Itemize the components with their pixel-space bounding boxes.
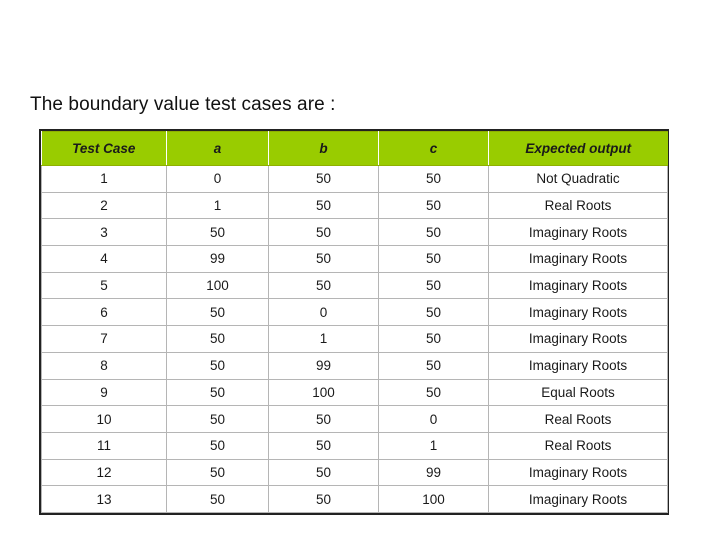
cell-test-case: 6 bbox=[42, 299, 167, 326]
cell-expected-output: Imaginary Roots bbox=[489, 246, 668, 273]
header-expected-output: Expected output bbox=[489, 132, 668, 166]
cell-a: 50 bbox=[167, 432, 269, 459]
cell-test-case: 3 bbox=[42, 219, 167, 246]
table-row bbox=[42, 192, 668, 219]
cell-expected-output: Not Quadratic bbox=[489, 166, 668, 193]
cell-a: 50 bbox=[167, 352, 269, 379]
table-body bbox=[42, 166, 668, 513]
cell-b: 50 bbox=[269, 166, 379, 193]
table-row bbox=[42, 219, 668, 246]
table-row bbox=[42, 432, 668, 459]
header-a: a bbox=[167, 132, 269, 166]
cell-b: 50 bbox=[269, 272, 379, 299]
cell-expected-output: Real Roots bbox=[489, 406, 668, 433]
table-row bbox=[42, 326, 668, 353]
cell-a: 1 bbox=[167, 192, 269, 219]
cell-b: 50 bbox=[269, 432, 379, 459]
cell-expected-output: Real Roots bbox=[489, 432, 668, 459]
cell-expected-output: Imaginary Roots bbox=[489, 219, 668, 246]
cell-c: 99 bbox=[379, 459, 489, 486]
table-row bbox=[42, 272, 668, 299]
cell-b: 50 bbox=[269, 219, 379, 246]
cell-expected-output: Real Roots bbox=[489, 192, 668, 219]
header-test-case: Test Case bbox=[42, 132, 167, 166]
cell-b: 50 bbox=[269, 192, 379, 219]
cell-a: 50 bbox=[167, 219, 269, 246]
cell-a: 99 bbox=[167, 246, 269, 273]
cell-test-case: 5 bbox=[42, 272, 167, 299]
cell-c: 1 bbox=[379, 432, 489, 459]
cell-c: 50 bbox=[379, 352, 489, 379]
cell-test-case: 11 bbox=[42, 432, 167, 459]
table-row bbox=[42, 299, 668, 326]
cell-b: 0 bbox=[269, 299, 379, 326]
table-row bbox=[42, 166, 668, 193]
cell-b: 1 bbox=[269, 326, 379, 353]
page-heading: The boundary value test cases are : bbox=[30, 94, 336, 115]
cell-a: 50 bbox=[167, 379, 269, 406]
cell-expected-output: Imaginary Roots bbox=[489, 272, 668, 299]
cell-test-case: 2 bbox=[42, 192, 167, 219]
cell-expected-output: Imaginary Roots bbox=[489, 486, 668, 513]
cell-c: 50 bbox=[379, 192, 489, 219]
table-row bbox=[42, 486, 668, 513]
cell-test-case: 9 bbox=[42, 379, 167, 406]
cell-c: 50 bbox=[379, 379, 489, 406]
cell-test-case: 8 bbox=[42, 352, 167, 379]
cell-b: 50 bbox=[269, 459, 379, 486]
table-row bbox=[42, 246, 668, 273]
cell-b: 100 bbox=[269, 379, 379, 406]
test-cases-table bbox=[41, 131, 668, 513]
cell-c: 50 bbox=[379, 246, 489, 273]
cell-c: 50 bbox=[379, 326, 489, 353]
cell-expected-output: Imaginary Roots bbox=[489, 352, 668, 379]
cell-b: 50 bbox=[269, 406, 379, 433]
cell-b: 50 bbox=[269, 246, 379, 273]
cell-test-case: 7 bbox=[42, 326, 167, 353]
cell-c: 50 bbox=[379, 272, 489, 299]
cell-a: 50 bbox=[167, 326, 269, 353]
cell-a: 0 bbox=[167, 166, 269, 193]
cell-c: 100 bbox=[379, 486, 489, 513]
table-row bbox=[42, 352, 668, 379]
header-b: b bbox=[269, 132, 379, 166]
table-row bbox=[42, 406, 668, 433]
cell-c: 0 bbox=[379, 406, 489, 433]
cell-c: 50 bbox=[379, 166, 489, 193]
table-row bbox=[42, 379, 668, 406]
table-row bbox=[42, 459, 668, 486]
cell-b: 99 bbox=[269, 352, 379, 379]
cell-c: 50 bbox=[379, 219, 489, 246]
cell-test-case: 10 bbox=[42, 406, 167, 433]
cell-b: 50 bbox=[269, 486, 379, 513]
cell-expected-output: Imaginary Roots bbox=[489, 299, 668, 326]
cell-a: 50 bbox=[167, 406, 269, 433]
cell-test-case: 12 bbox=[42, 459, 167, 486]
cell-expected-output: Imaginary Roots bbox=[489, 459, 668, 486]
cell-a: 50 bbox=[167, 299, 269, 326]
header-c: c bbox=[379, 132, 489, 166]
cell-expected-output: Equal Roots bbox=[489, 379, 668, 406]
table-header-row bbox=[42, 132, 668, 166]
cell-a: 100 bbox=[167, 272, 269, 299]
cell-expected-output: Imaginary Roots bbox=[489, 326, 668, 353]
cell-c: 50 bbox=[379, 299, 489, 326]
cell-a: 50 bbox=[167, 459, 269, 486]
cell-test-case: 4 bbox=[42, 246, 167, 273]
cell-test-case: 13 bbox=[42, 486, 167, 513]
cell-test-case: 1 bbox=[42, 166, 167, 193]
cell-a: 50 bbox=[167, 486, 269, 513]
boundary-test-table bbox=[39, 129, 669, 515]
